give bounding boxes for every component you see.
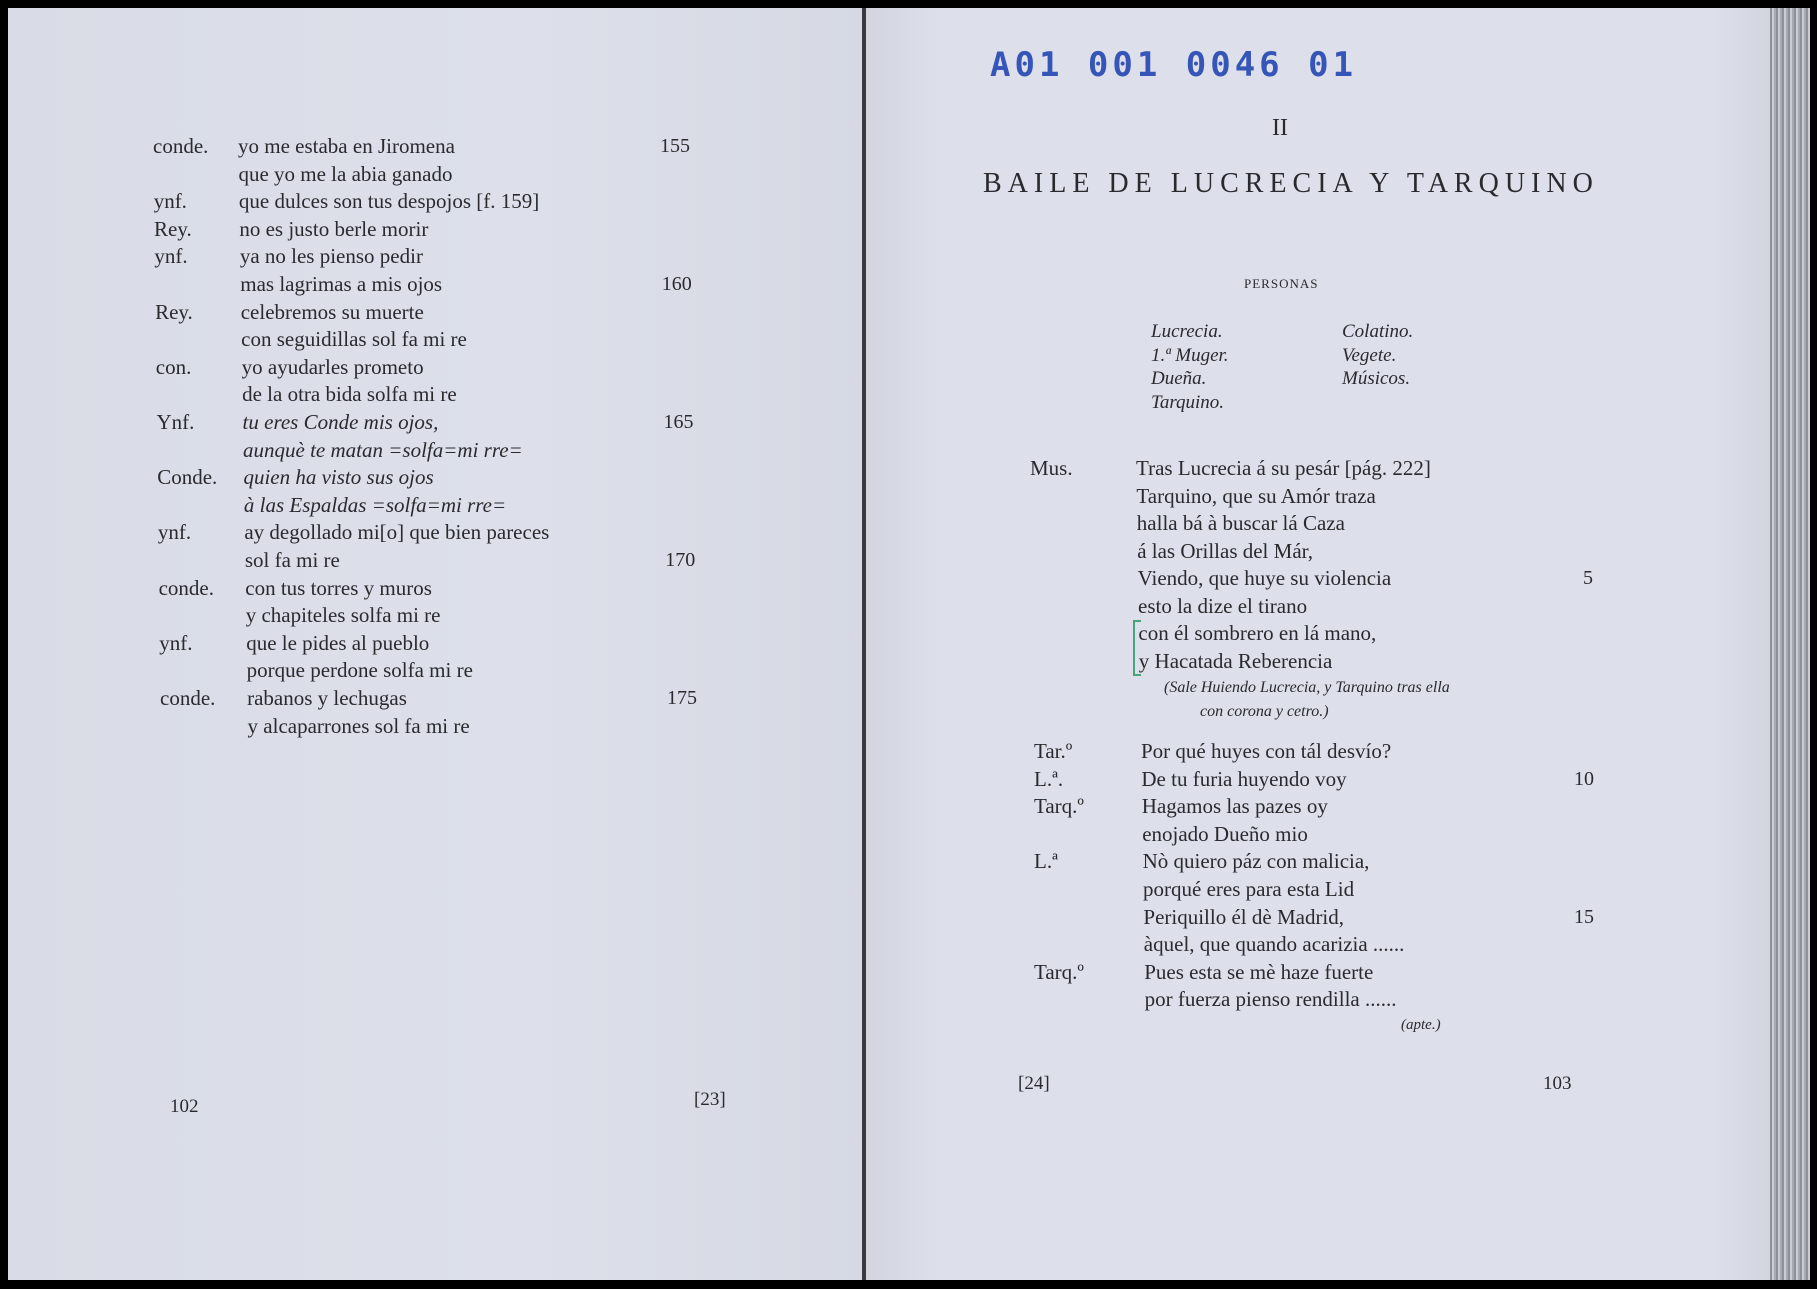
verse-line: que yo me la abia ganado <box>238 161 453 186</box>
line-number: 170 <box>665 549 696 571</box>
line-number: 165 <box>663 411 694 433</box>
persona-name: 1.ª Muger. <box>1151 344 1229 366</box>
verse-line: enojado Dueño mio <box>1142 821 1308 846</box>
verse-line: de la otra bida solfa mi re <box>242 382 457 407</box>
verse-line: con tus torres y muros <box>245 575 432 600</box>
speaker-label: Ynf. <box>156 410 195 434</box>
line-number: 15 <box>1574 905 1594 928</box>
verse-line: ay degollado mi[o] que bien pareces <box>244 520 550 545</box>
verse-line: porqué eres para esta Lid <box>1143 877 1355 901</box>
verse-line: que le pides al pueblo <box>246 630 430 655</box>
speaker-label: Tar.º <box>1034 739 1073 763</box>
speaker-label: L.ª. <box>1034 766 1064 791</box>
verse-line: rabanos y lechugas <box>247 686 407 710</box>
stage-direction: con corona y cetro.) <box>1200 703 1329 720</box>
verse-line: yo me estaba en Jiromena <box>238 134 455 158</box>
speaker-label: Conde. <box>157 465 218 490</box>
verse-line: Periquillo él dè Madrid, <box>1143 904 1345 929</box>
line-number: 10 <box>1574 767 1594 790</box>
speaker-label: Tarq.º <box>1034 794 1084 819</box>
verse-line: De tu furia huyendo voy <box>1141 766 1347 791</box>
verse-line: halla bá à buscar lá Caza <box>1136 511 1345 535</box>
verse-line: que dulces son tus despojos [f. 159] <box>238 189 540 214</box>
play-title: BAILE DE LUCRECIA Y TARQUINO <box>983 168 1599 199</box>
speaker-label: ynf. <box>159 630 193 655</box>
verse-line: no es justo berle morir <box>239 216 429 241</box>
speaker-label: ynf. <box>154 244 188 269</box>
bracket-page-number-right: [24] <box>1018 1073 1050 1094</box>
verse-line: yo ayudarles prometo <box>241 354 424 379</box>
verse-line: Por qué huyes con tál desvío? <box>1141 739 1392 763</box>
speaker-label: L.ª <box>1034 849 1058 874</box>
verse-line: Nò quiero páz con malicia, <box>1142 849 1370 874</box>
speaker-label: Tarq.º <box>1034 959 1084 984</box>
persona-name: Dueña. <box>1151 368 1207 389</box>
verse-line: Pues esta se mè haze fuerte <box>1144 959 1374 984</box>
verse-line: porque perdone solfa mi re <box>246 658 473 683</box>
verse-line: y chapiteles solfa mi re <box>245 603 441 628</box>
speaker-label: Mus. <box>1030 456 1073 480</box>
archive-stamp: A01 001 0046 01 <box>990 45 1358 85</box>
bracket-page-number-left: [23] <box>694 1089 726 1110</box>
speaker-label: Rey. <box>154 216 192 241</box>
verse-line: esto la dize el tirano <box>1138 593 1308 618</box>
speaker-label: con. <box>155 354 192 379</box>
verse-line: àquel, que quando acarizia ...... <box>1143 932 1405 957</box>
page-number-left: 102 <box>170 1096 199 1117</box>
verse-line: ya no les pienso pedir <box>239 244 423 269</box>
verse-line: Viendo, que huye su violencia <box>1137 566 1392 590</box>
speaker-label: ynf. <box>157 520 192 545</box>
verse-line: à las Espaldas =solfa=mi rre= <box>243 492 507 517</box>
line-number: 175 <box>667 687 697 709</box>
personas-heading: PERSONAS <box>1244 276 1319 291</box>
line-number: 155 <box>660 135 690 157</box>
verse-line: Tras Lucrecia á su pesár [pág. 222] <box>1136 456 1431 480</box>
persona-name: Tarquino. <box>1151 391 1225 413</box>
verse-line: con seguidillas sol fa mi re <box>241 327 467 352</box>
verse-line: quien ha visto sus ojos <box>243 465 434 490</box>
verse-line: y alcaparrones sol fa mi re <box>247 713 470 738</box>
verse-line: mas lagrimas a mis ojos <box>240 272 443 296</box>
speaker-label: conde. <box>158 575 214 600</box>
speaker-label: ynf. <box>153 189 187 214</box>
persona-name: Vegete. <box>1342 344 1397 366</box>
verse-line: aunquè te matan =solfa=mi rre= <box>243 437 523 462</box>
verse-line: sol fa mi re <box>244 548 340 572</box>
verse-line: con él sombrero en lá mano, <box>1138 621 1377 645</box>
page-edges <box>1770 8 1810 1280</box>
section-number: II <box>1272 115 1288 141</box>
verse-line: por fuerza pienso rendilla ...... <box>1144 987 1397 1012</box>
verse-line: y Hacatada Reberencia <box>1138 648 1333 673</box>
verse-line: tu eres Conde mis ojos, <box>242 410 439 434</box>
verse-line: celebremos su muerte <box>240 299 424 324</box>
persona-name: Músicos. <box>1342 368 1411 389</box>
persona-name: Lucrecia. <box>1151 321 1223 342</box>
verse-line: Tarquino, que su Amór traza <box>1136 483 1376 508</box>
speaker-label: Rey. <box>155 299 193 324</box>
verse-line: Hagamos las pazes oy <box>1141 794 1328 819</box>
page-number-right: 103 <box>1543 1073 1572 1094</box>
aside-direction: (apte.) <box>1401 1017 1441 1033</box>
verse-line: á las Orillas del Már, <box>1137 538 1314 563</box>
line-number: 160 <box>661 273 692 295</box>
speaker-label: conde. <box>153 134 209 158</box>
speaker-label: conde. <box>160 686 216 710</box>
line-number: 5 <box>1583 567 1593 589</box>
stage-direction: (Sale Huiendo Lucrecia, y Tarquino tras ella <box>1164 679 1450 696</box>
persona-name: Colatino. <box>1342 321 1414 342</box>
